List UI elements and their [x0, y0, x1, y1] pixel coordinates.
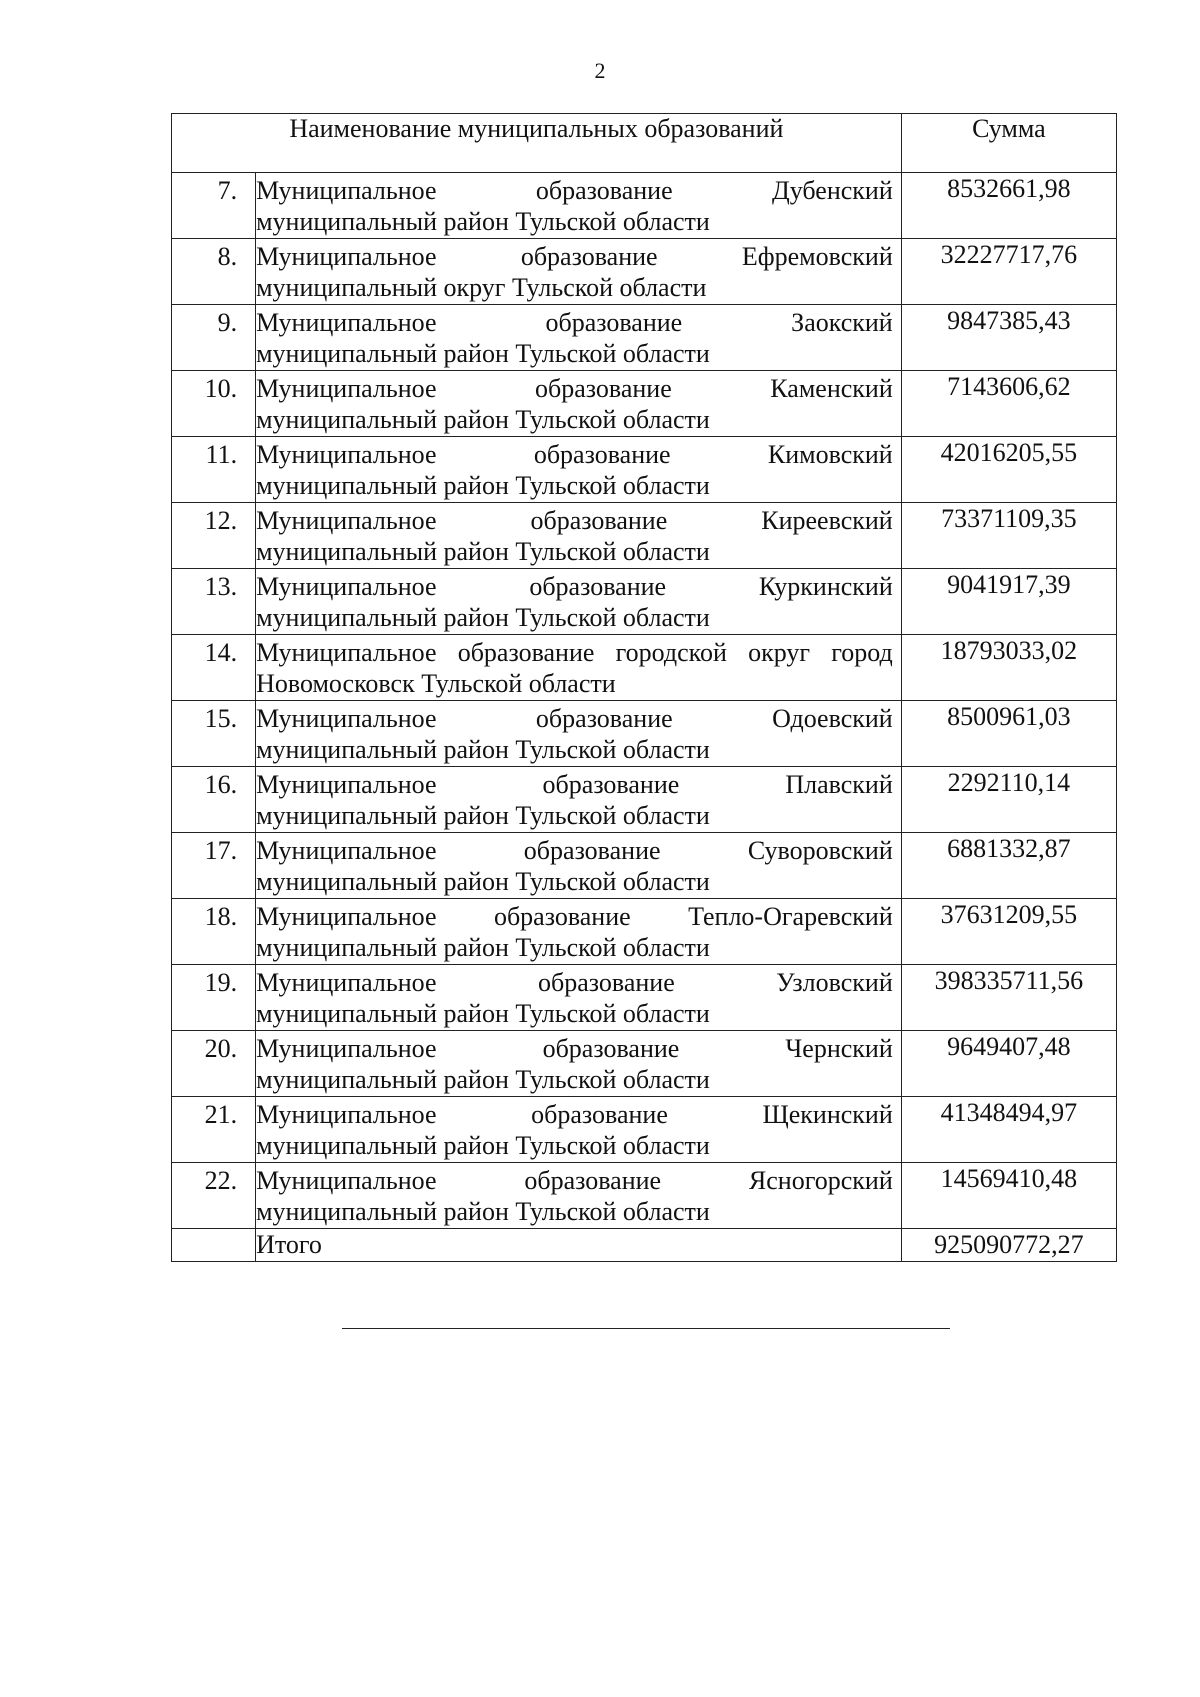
name-word: образование — [535, 704, 673, 733]
municipality-name — [256, 1031, 902, 1097]
municipality-name-line2: муниципальный район Тульской области — [256, 603, 710, 632]
municipality-name-line1 — [256, 835, 893, 867]
municipality-name-line1 — [256, 571, 893, 603]
name-word: Суворовский — [747, 836, 893, 865]
municipality-name — [256, 569, 902, 635]
row-number: 16. — [172, 767, 256, 833]
municipality-name-line2: Новомосковск Тульской области — [256, 669, 616, 698]
name-word: Узловский — [776, 968, 893, 997]
name-word: Муниципальное — [256, 968, 437, 997]
row-number: 8. — [172, 239, 256, 305]
name-word: образование — [535, 374, 672, 403]
municipality-name-line2: муниципальный район Тульской области — [256, 471, 710, 500]
table-header-row — [172, 114, 1117, 173]
table-row — [172, 701, 1117, 767]
table-row — [172, 965, 1117, 1031]
row-number: 7. — [172, 173, 256, 239]
row-sum: 32227717,76 — [901, 239, 1116, 305]
table-row — [172, 833, 1117, 899]
row-sum: 73371109,35 — [901, 503, 1116, 569]
municipality-name-line1 — [256, 505, 893, 537]
name-word: Муниципальное — [256, 176, 437, 205]
municipality-name — [256, 1163, 902, 1229]
row-sum: 9041917,39 — [901, 569, 1116, 635]
row-number: 21. — [172, 1097, 256, 1163]
municipality-name-line2: муниципальный район Тульской области — [256, 933, 710, 962]
row-sum: 9847385,43 — [901, 305, 1116, 371]
row-sum: 6881332,87 — [901, 833, 1116, 899]
row-sum: 2292110,14 — [901, 767, 1116, 833]
table-row — [172, 569, 1117, 635]
municipality-name-line2: муниципальный район Тульской области — [256, 405, 710, 434]
name-word: образование — [535, 176, 673, 205]
municipality-name-line2: муниципальный район Тульской области — [256, 735, 710, 764]
municipality-name-line1 — [256, 241, 893, 273]
name-word: Муниципальное — [256, 1100, 437, 1129]
municipality-name — [256, 173, 902, 239]
name-word: Муниципальное — [256, 770, 437, 799]
name-word: Чернский — [785, 1034, 893, 1063]
name-word: Муниципальное образование городской округ город — [256, 638, 893, 667]
row-number: 17. — [172, 833, 256, 899]
name-word: Кимовский — [767, 440, 893, 469]
name-word: Киреевский — [761, 506, 893, 535]
municipality-name-line1 — [256, 307, 893, 339]
name-word: образование — [530, 506, 668, 535]
table-row — [172, 503, 1117, 569]
name-word: Щекинский — [762, 1100, 893, 1129]
municipality-name-line1 — [256, 373, 893, 405]
row-number: 10. — [172, 371, 256, 437]
table-row — [172, 305, 1117, 371]
row-number: 15. — [172, 701, 256, 767]
table-row — [172, 1097, 1117, 1163]
page-number: 2 — [594, 58, 606, 83]
name-word: Муниципальное — [256, 242, 437, 271]
municipality-name — [256, 1097, 902, 1163]
row-number: 12. — [172, 503, 256, 569]
row-number: 19. — [172, 965, 256, 1031]
header-name: Наименование муниципальных образований — [172, 114, 902, 173]
name-word: Муниципальное — [256, 1166, 437, 1195]
table-row — [172, 767, 1117, 833]
table-row — [172, 1163, 1117, 1229]
total-label: Итого — [256, 1229, 902, 1262]
municipality-name-line2: муниципальный район Тульской области — [256, 867, 710, 896]
row-sum: 37631209,55 — [901, 899, 1116, 965]
name-word: Муниципальное — [256, 308, 437, 337]
row-sum: 7143606,62 — [901, 371, 1116, 437]
municipality-name — [256, 305, 902, 371]
row-sum: 41348494,97 — [901, 1097, 1116, 1163]
municipality-name-line2: муниципальный район Тульской области — [256, 1065, 710, 1094]
municipality-name-line1 — [256, 703, 893, 735]
name-word: образование — [520, 242, 658, 271]
total-sum: 925090772,27 — [901, 1229, 1116, 1262]
municipality-name-line1 — [256, 439, 893, 471]
name-word: Муниципальное — [256, 506, 437, 535]
municipality-name-line2: муниципальный район Тульской области — [256, 999, 710, 1028]
table-row — [172, 173, 1117, 239]
name-word: образование — [531, 1100, 668, 1129]
name-word: Одоевский — [772, 704, 893, 733]
table-row — [172, 635, 1117, 701]
name-word: образование — [524, 1166, 662, 1195]
row-number: 14. — [172, 635, 256, 701]
table-row — [172, 239, 1117, 305]
municipality-name — [256, 371, 902, 437]
municipality-name-line1 — [256, 175, 893, 207]
table-body — [172, 173, 1117, 1262]
row-sum: 8532661,98 — [901, 173, 1116, 239]
name-word: образование — [523, 836, 661, 865]
municipality-name-line2: муниципальный район Тульской области — [256, 801, 710, 830]
municipality-name-line1 — [256, 901, 893, 933]
municipality-name-line2: муниципальный район Тульской области — [256, 1131, 710, 1160]
table-row — [172, 371, 1117, 437]
row-number: 9. — [172, 305, 256, 371]
name-word: Дубенский — [772, 176, 893, 205]
municipalities-table — [171, 113, 1117, 1262]
municipality-name — [256, 437, 902, 503]
municipality-name-line1 — [256, 1099, 893, 1131]
name-word: Муниципальное — [256, 836, 437, 865]
municipality-name-line2: муниципальный округ Тульской области — [256, 273, 707, 302]
row-sum: 18793033,02 — [901, 635, 1116, 701]
name-word: образование — [538, 968, 675, 997]
municipality-name — [256, 767, 902, 833]
name-word: Куркинский — [758, 572, 893, 601]
municipality-name-line1 — [256, 1165, 893, 1197]
name-word: Муниципальное — [256, 704, 437, 733]
municipality-name-line2: муниципальный район Тульской области — [256, 537, 710, 566]
name-word: Ясногорский — [748, 1166, 893, 1195]
name-word: образование — [545, 308, 683, 337]
total-row — [172, 1229, 1117, 1262]
municipality-name — [256, 833, 902, 899]
row-sum: 9649407,48 — [901, 1031, 1116, 1097]
end-of-document-rule — [342, 1328, 950, 1329]
row-sum: 14569410,48 — [901, 1163, 1116, 1229]
row-sum: 8500961,03 — [901, 701, 1116, 767]
name-word: Муниципальное — [256, 572, 437, 601]
name-word: Заокский — [791, 308, 893, 337]
name-word: образование — [533, 440, 671, 469]
name-word: образование — [529, 572, 667, 601]
municipality-name — [256, 701, 902, 767]
name-word: Муниципальное — [256, 374, 437, 403]
name-word: образование — [493, 902, 631, 931]
row-number: 11. — [172, 437, 256, 503]
municipality-name-line1 — [256, 637, 893, 669]
municipality-name — [256, 635, 902, 701]
name-word: Каменский — [770, 374, 893, 403]
name-word: Муниципальное — [256, 1034, 437, 1063]
row-number: 18. — [172, 899, 256, 965]
total-empty-cell — [172, 1229, 256, 1262]
municipality-name — [256, 503, 902, 569]
municipality-name-line2: муниципальный район Тульской области — [256, 207, 710, 236]
row-number: 13. — [172, 569, 256, 635]
name-word: Тепло-Огаревский — [688, 902, 893, 931]
row-sum: 42016205,55 — [901, 437, 1116, 503]
municipality-name — [256, 899, 902, 965]
table-row — [172, 899, 1117, 965]
name-word: Муниципальное — [256, 440, 437, 469]
name-word: Ефремовский — [741, 242, 893, 271]
municipality-name-line2: муниципальный район Тульской области — [256, 1197, 710, 1226]
row-number: 22. — [172, 1163, 256, 1229]
municipality-name — [256, 239, 902, 305]
table-row — [172, 1031, 1117, 1097]
header-sum: Сумма — [901, 114, 1116, 173]
municipality-name — [256, 965, 902, 1031]
municipality-name-line2: муниципальный район Тульской области — [256, 339, 710, 368]
municipality-name-line1 — [256, 769, 893, 801]
name-word: Муниципальное — [256, 902, 437, 931]
row-sum: 398335711,56 — [901, 965, 1116, 1031]
name-word: образование — [542, 1034, 680, 1063]
municipality-name-line1 — [256, 967, 893, 999]
row-number: 20. — [172, 1031, 256, 1097]
table-row — [172, 437, 1117, 503]
name-word: Плавский — [785, 770, 893, 799]
name-word: образование — [542, 770, 680, 799]
municipality-name-line1 — [256, 1033, 893, 1065]
